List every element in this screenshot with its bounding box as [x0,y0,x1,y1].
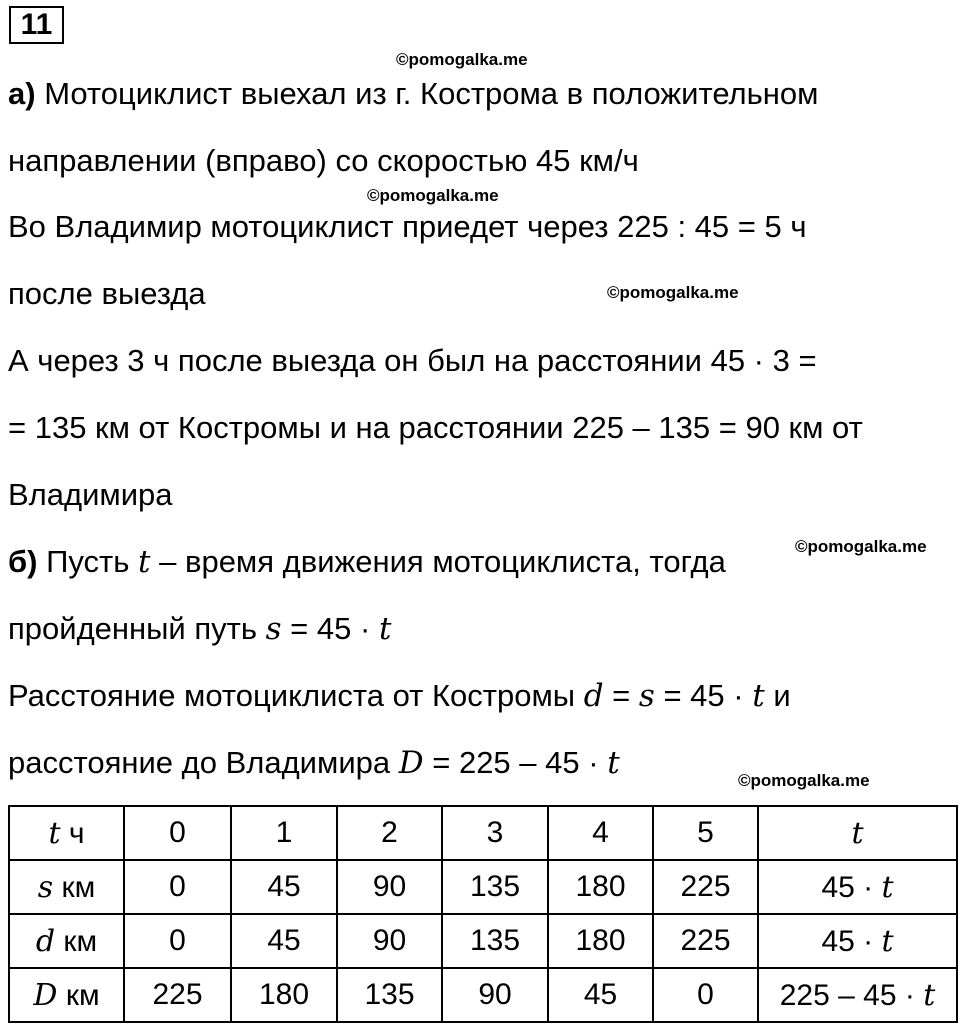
watermark: ©pomogalka.me [607,283,739,302]
row-variable: s [37,869,54,905]
row-header [9,860,124,914]
formula-variable: t [881,923,894,959]
formula-variable: t [851,815,864,851]
part-a-label: а) [8,76,36,111]
part-a-text: Мотоциклист выехал из г. Кострома в положительном [44,76,819,111]
var-d: d [583,678,604,714]
table-cell: 90 [442,968,548,1022]
table-cell: 0 [124,860,231,914]
part-b-line-1 [8,542,726,582]
table-cell: 135 [337,968,442,1022]
var-t: t [138,544,151,580]
var-s: s [265,611,282,647]
watermark: ©pomogalka.me [367,186,499,205]
table-cell: 45 [548,968,653,1022]
table-row [9,914,957,968]
row-header [9,806,124,860]
row-header [9,968,124,1022]
table-cell: 0 [653,968,758,1022]
row-unit: км [63,924,98,958]
table-cell: 45 [231,914,337,968]
part-b-text: и [773,678,791,713]
row-unit: км [65,978,100,1012]
formula-cell [758,914,957,968]
formula-cell [758,806,957,860]
formula-cell [758,860,957,914]
part-b-line-4 [8,743,620,783]
watermark: ©pomogalka.me [738,771,870,790]
formula-text: 225 – 45 · [779,978,915,1012]
part-b-text: Пусть [46,544,130,579]
table-row [9,860,957,914]
table-cell: 45 [231,860,337,914]
var-s: s [638,678,655,714]
part-a-line-2: направлении (вправо) со скоростью 45 км/ч [8,143,639,178]
part-b-line-2 [8,609,391,649]
table-cell: 180 [548,860,653,914]
table-cell: 90 [337,914,442,968]
table-row [9,968,957,1022]
formula-variable: t [881,869,894,905]
table-cell: 3 [442,806,548,860]
row-variable: t [48,815,61,851]
row-variable: d [35,923,56,959]
watermark: ©pomogalka.me [396,50,528,69]
var-D: D [398,745,424,781]
row-unit: ч [68,816,85,850]
table-cell: 135 [442,914,548,968]
part-a-line-3: Во Владимир мотоциклист приедет через 225 : 45 = 5 ч [8,209,807,244]
watermark: ©pomogalka.me [795,537,927,556]
table-cell: 5 [653,806,758,860]
part-b-text: = 45 · [663,678,744,713]
table-cell: 225 [653,860,758,914]
part-b-text: пройденный путь [8,611,257,646]
part-b-text: – время движения мотоциклиста, тогда [159,544,726,579]
part-a-line-5: А через 3 ч после выезда он был на расстоянии 45 · 3 = [8,343,817,378]
part-a-line-7: Владимира [8,477,173,512]
table-cell: 180 [231,968,337,1022]
part-b-text: расстояние до Владимира [8,745,391,780]
row-unit: км [61,870,96,904]
formula-variable: t [923,977,936,1013]
var-t: t [378,611,392,647]
part-b-text: Расстояние мотоциклиста от Костромы [8,678,576,713]
table-cell: 1 [231,806,337,860]
table-cell: 225 [124,968,231,1022]
part-a-line-1 [8,74,818,114]
part-b-text: = 45 · [290,611,371,646]
table-cell: 90 [337,860,442,914]
table-cell: 2 [337,806,442,860]
part-b-line-3 [8,676,791,716]
var-t: t [752,678,765,714]
formula-text: 45 · [821,924,874,958]
part-a-line-4: после выезда [8,276,206,311]
var-t: t [607,745,620,781]
table-cell: 135 [442,860,548,914]
part-b-text: = [612,678,631,713]
part-a-line-6: = 135 км от Костромы и на расстоянии 225 – 135 = 90 км от [8,410,863,445]
formula-text: 45 · [821,870,874,904]
table-row [9,806,957,860]
table-cell: 0 [124,914,231,968]
formula-cell [758,968,957,1022]
part-b-text: = 225 – 45 · [432,745,599,780]
row-variable: D [33,977,58,1013]
table-cell: 180 [548,914,653,968]
row-header [9,914,124,968]
table-cell: 0 [124,806,231,860]
problem-number: 11 [9,6,64,44]
values-table [8,805,958,1023]
part-b-label: б) [8,544,38,579]
table-cell: 4 [548,806,653,860]
table-cell: 225 [653,914,758,968]
